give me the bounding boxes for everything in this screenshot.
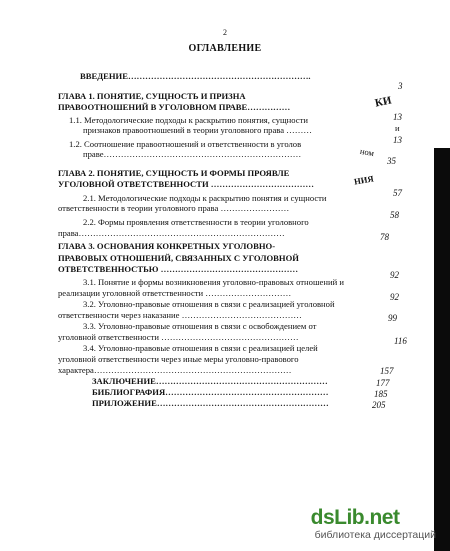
toc-s31: 3.1. Понятие и формы возникновения уголовно-правовых отношений и bbox=[83, 277, 344, 287]
toc-s21-2: ответственности в теории уголовного права …………………… bbox=[58, 203, 290, 213]
toc-ch2-page: 57 bbox=[393, 188, 402, 198]
toc-s11-tail: и bbox=[395, 123, 400, 133]
toc-ch2-title-tail: НИЯ bbox=[353, 173, 375, 187]
toc-s34-2: уголовной ответственности через иные меры уголовно-правового bbox=[58, 354, 299, 364]
toc-conclusion-page: 177 bbox=[376, 378, 390, 388]
toc-s32-2: ответственности через наказание …………………………………… bbox=[58, 310, 302, 320]
toc-s33: 3.3. Уголовно-правовые отношения в связи с освобождением от bbox=[83, 321, 317, 331]
toc-intro-page: 3 bbox=[398, 81, 403, 91]
watermark bbox=[311, 506, 436, 541]
toc-s22: 2.2. Формы проявления ответственности в теории уголовного bbox=[83, 217, 309, 227]
toc-appendix-page: 205 bbox=[372, 400, 386, 410]
toc-s12: 1.2. Соотношение правоотношений и ответственности в уголов bbox=[69, 139, 302, 149]
toc-s12-page: 13 bbox=[393, 135, 402, 145]
toc-s22-page: 78 bbox=[380, 232, 389, 242]
toc-s31-2: реализации уголовной ответственности ………………………… bbox=[58, 288, 292, 298]
toc-s34-page: 157 bbox=[380, 366, 394, 376]
toc-ch1-title-tail: КИ bbox=[373, 94, 393, 110]
toc-s21-page: 58 bbox=[390, 210, 399, 220]
toc-ch3-page: 92 bbox=[390, 270, 399, 280]
toc-s12-tail: ном bbox=[359, 145, 375, 159]
toc-s11: 1.1. Методологические подходы к раскрытию понятия, сущности bbox=[69, 115, 308, 125]
toc-s12-2-page: 35 bbox=[387, 156, 396, 166]
toc-s21: 2.1. Методологические подходы к раскрытию понятия и сущности bbox=[83, 193, 327, 203]
toc-ch1-title: ГЛАВА 1. ПОНЯТИЕ, СУЩНОСТЬ И ПРИЗНА bbox=[58, 91, 246, 101]
toc-s11-2: признаков правоотношений в теории уголовного права ……… bbox=[83, 125, 312, 135]
toc-s32-page: 99 bbox=[388, 313, 397, 323]
toc-s32: 3.2. Уголовно-правовые отношения в связи с реализацией уголовной bbox=[83, 299, 335, 309]
scan-edge-shadow bbox=[434, 148, 450, 551]
page-title: ОГЛАВЛЕНИЕ bbox=[188, 43, 262, 54]
toc-s22-2: права……………………………………………………………… bbox=[58, 228, 285, 238]
toc-ch2-title-2: УГОЛОВНОЙ ОТВЕТСТВЕННОСТИ ……………………………… bbox=[58, 179, 314, 189]
toc-ch3-title-2: ПРАВОВЫХ ОТНОШЕНИЙ, СВЯЗАННЫХ С УГОЛОВНОЙ bbox=[58, 253, 299, 263]
toc-appendix: ПРИЛОЖЕНИЕ…………………………………………………… bbox=[92, 398, 329, 408]
toc-ch3-title-3: ОТВЕТСТВЕННОСТЬЮ ………………………………………… bbox=[58, 264, 299, 274]
toc-intro: ВВЕДЕНИЕ………………………………………………………. bbox=[80, 71, 311, 81]
toc-s12-2: праве…………………………………………………………… bbox=[83, 149, 302, 159]
toc-bibliography-page: 185 bbox=[374, 389, 388, 399]
toc-s33-page: 116 bbox=[394, 336, 407, 346]
toc-s11-page: 13 bbox=[393, 112, 402, 122]
toc-ch2-title: ГЛАВА 2. ПОНЯТИЕ, СУЩНОСТЬ И ФОРМЫ ПРОЯВЛЕ bbox=[58, 168, 290, 178]
toc-ch3-title: ГЛАВА 3. ОСНОВАНИЯ КОНКРЕТНЫХ УГОЛОВНО- bbox=[58, 241, 276, 251]
page-number: 2 bbox=[223, 28, 227, 37]
watermark-logo: dsLib.net bbox=[310, 506, 400, 529]
watermark-subtitle: библиотека диссертаций bbox=[314, 529, 436, 541]
toc-bibliography: БИБЛИОГРАФИЯ………………………………………………… bbox=[92, 387, 329, 397]
toc-s31-page: 92 bbox=[390, 292, 399, 302]
toc-conclusion: ЗАКЛЮЧЕНИЕ…………………………………………………… bbox=[92, 376, 328, 386]
toc-s33-2: уголовной ответственности ………………………………………… bbox=[58, 332, 299, 342]
toc-s34-3: характера…………………………………………………………… bbox=[58, 365, 292, 375]
toc-s34: 3.4. Уголовно-правовые отношения в связи с реализацией целей bbox=[83, 343, 318, 353]
toc-ch1-title-2: ПРАВООТНОШЕНИЙ В УГОЛОВНОМ ПРАВЕ…………… bbox=[58, 102, 291, 112]
